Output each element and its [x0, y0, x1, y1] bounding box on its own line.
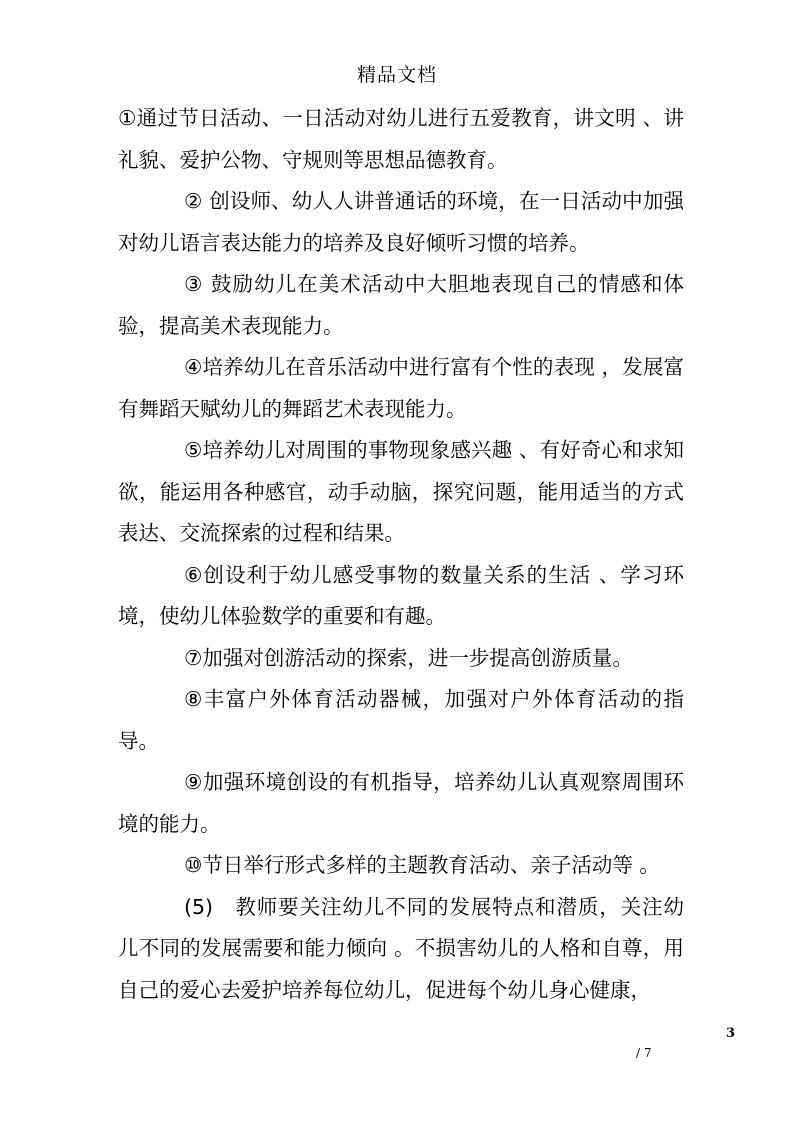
- page-total: / 7: [636, 1046, 652, 1060]
- paragraph-5: ⑤培养幼儿对周围的事物现象感兴趣 、有好奇心和求知欲，能运用各种感官，动手动脑，探究问题，能用适当的方式表达、交流探索的过程和结果。: [118, 438, 684, 545]
- paragraph-3: ③ 鼓励幼儿在美术活动中大胆地表现自己的情感和体验，提高美术表现能力。: [118, 272, 684, 338]
- page-header-title: 精品文档: [356, 64, 437, 86]
- document-body: [118, 98, 684, 1011]
- paragraph-8: ⑧丰富户外体育活动器械，加强对户外体育活动的指导。: [118, 687, 684, 753]
- page-number: 3: [726, 1026, 736, 1041]
- paragraph-1: ①通过节日活动、一日活动对幼儿进行五爱教育，讲文明 、讲礼貌、爱护公物、守规则等思想品德教育。: [118, 106, 684, 172]
- paragraph-7: ⑦加强对创游活动的探索，进一步提高创游质量。: [184, 645, 633, 670]
- paragraph-9: ⑨加强环境创设的有机指导，培养幼儿认真观察周围环境的能力。: [118, 770, 684, 836]
- paragraph-11: (5) 教师要关注幼儿不同的发展特点和潜质，关注幼儿不同的发展需要和能力倾向 。不损害幼儿的人格和自尊，用自己的爱心去爱护培养每位幼儿，促进每个幼儿身心健康，: [118, 894, 684, 1002]
- paragraph-6: ⑥创设利于幼儿感受事物的数量关系的生活 、学习环境，使幼儿体验数学的重要和有趣。: [118, 562, 684, 628]
- paragraph-2: ② 创设师、幼人人讲普通话的环境，在一日活动中加强对幼儿语言表达能力的培养及良好倾听习惯的培养。: [118, 189, 684, 255]
- paragraph-4: ④培养幼儿在音乐活动中进行富有个性的表现 ，发展富有舞蹈天赋幼儿的舞蹈艺术表现能力。: [118, 355, 684, 421]
- paragraph-10: ⑩节日举行形式多样的主题教育活动、亲子活动等 。: [184, 853, 660, 877]
